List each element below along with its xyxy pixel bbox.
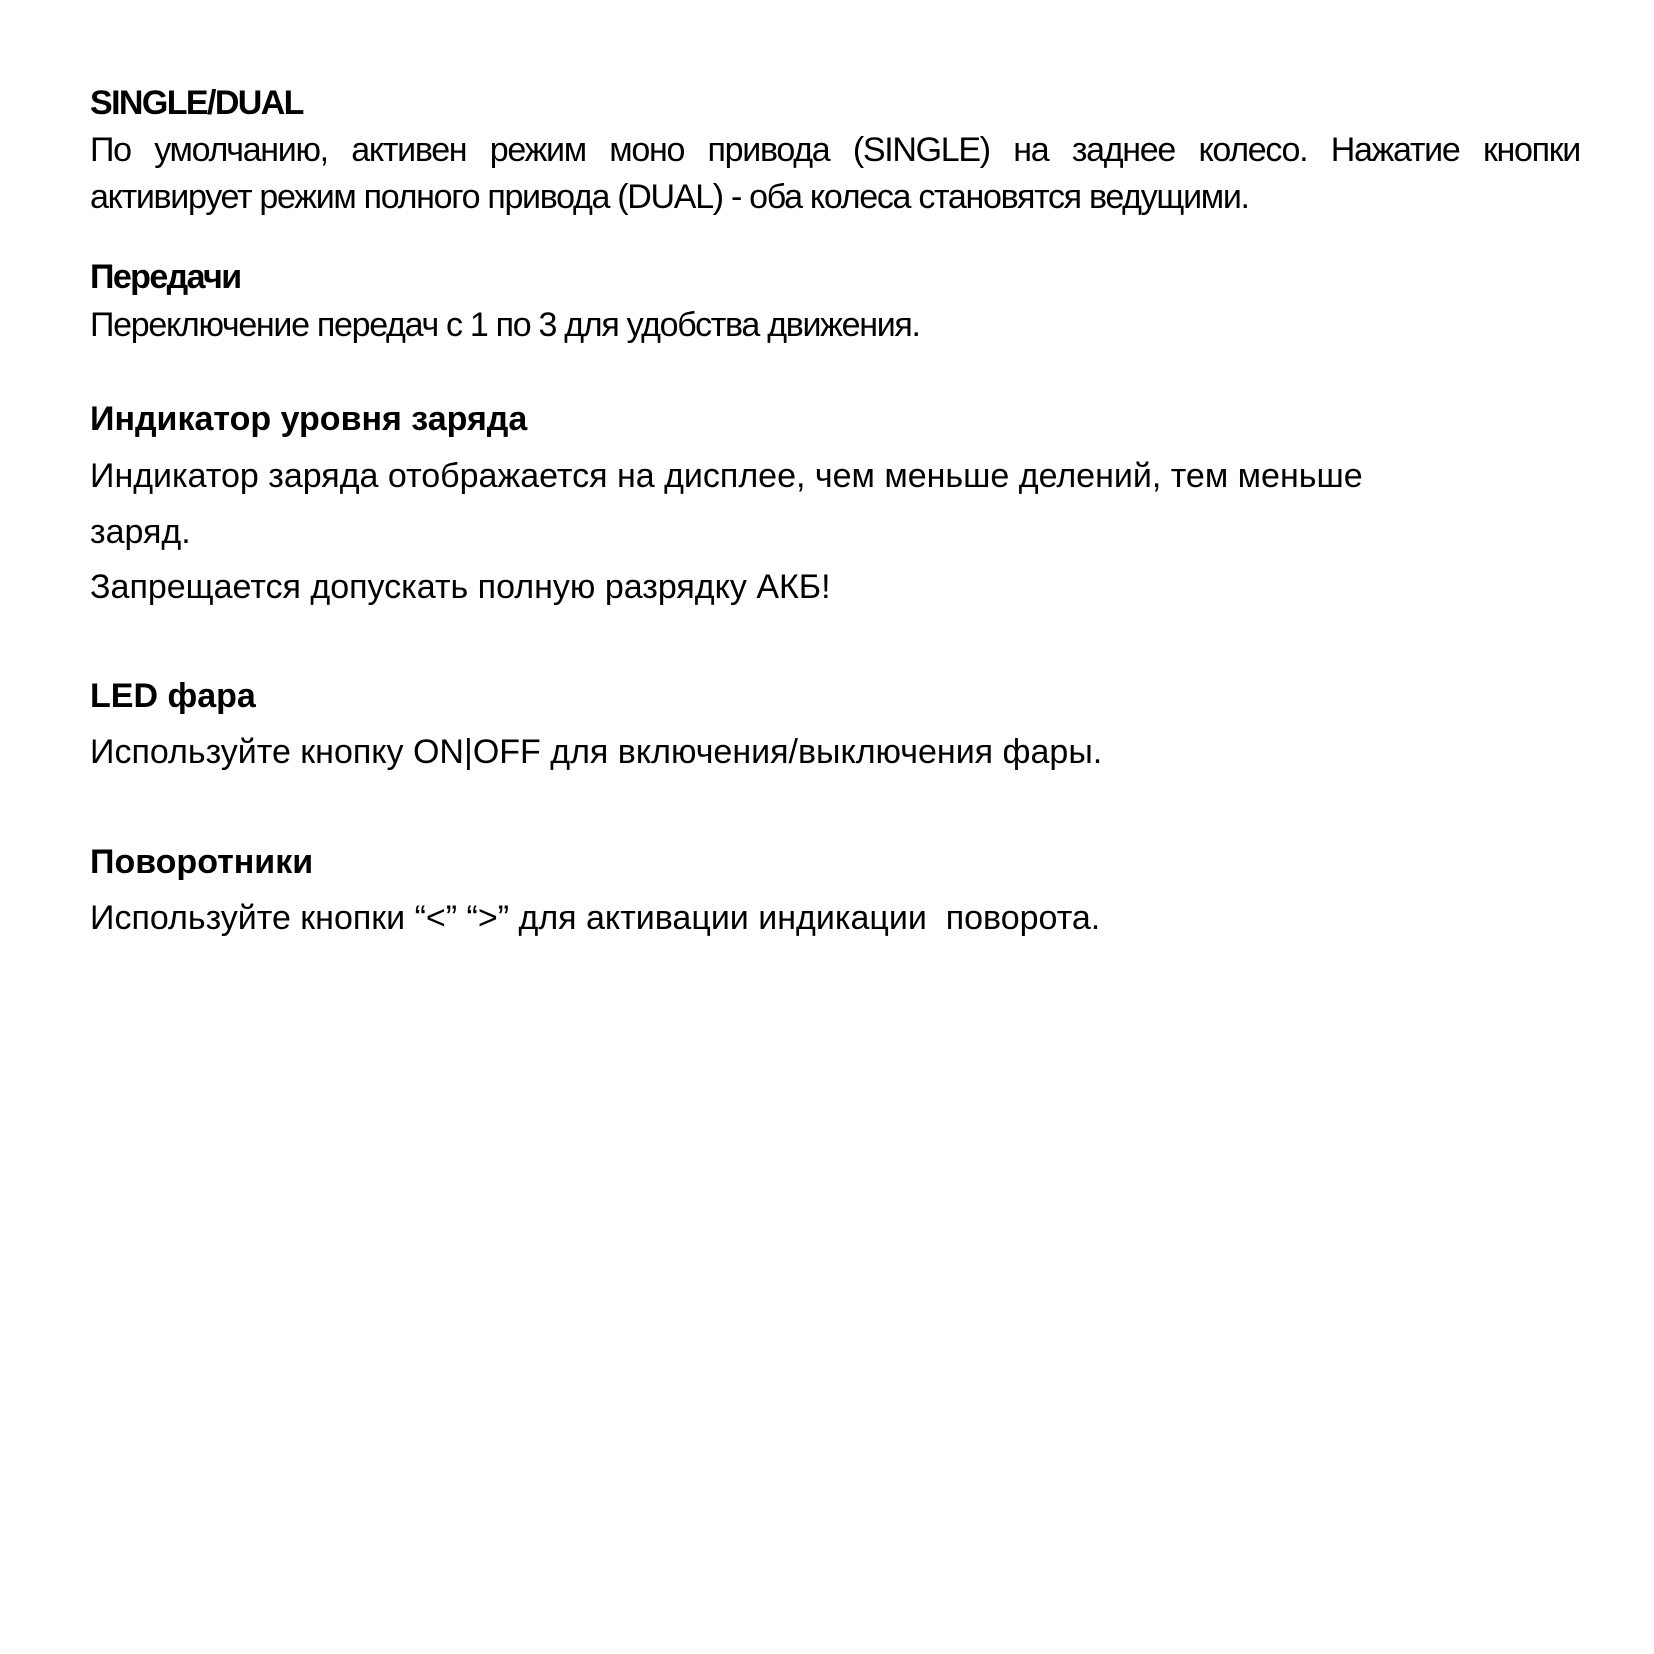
document-page — [90, 0, 1580, 1654]
section-heading-led-headlight: LED фара — [90, 677, 256, 715]
section-text-turn-signals-line-1: Используйте кнопки “<” “>” для активации индикации поворота. — [90, 899, 1101, 937]
section-text-battery-warning: Запрещается допускать полную разрядку АКБ! — [90, 568, 831, 606]
section-text-led-headlight-line-1: Используйте кнопку ON|OFF для включения/выключения фары. — [90, 733, 1103, 771]
section-text-gears-line-1: Переключение передач с 1 по 3 для удобства движения. — [90, 306, 920, 344]
section-heading-single-dual: SINGLE/DUAL — [90, 84, 303, 122]
section-text-battery-line-2: заряд. — [90, 513, 191, 551]
section-heading-turn-signals: Поворотники — [90, 843, 314, 881]
section-heading-gears: Передачи — [90, 258, 241, 296]
section-text-single-dual-line-1: По умолчанию, активен режим моно привода (SINGLE) на заднее колесо. Нажатие кнопки — [90, 131, 1580, 169]
section-heading-battery: Индикатор уровня заряда — [90, 400, 528, 438]
section-text-battery-line-1: Индикатор заряда отображается на дисплее, чем меньше делений, тем меньше — [90, 457, 1363, 495]
section-text-single-dual-line-2: активирует режим полного привода (DUAL) - оба колеса становятся ведущими. — [90, 178, 1249, 216]
